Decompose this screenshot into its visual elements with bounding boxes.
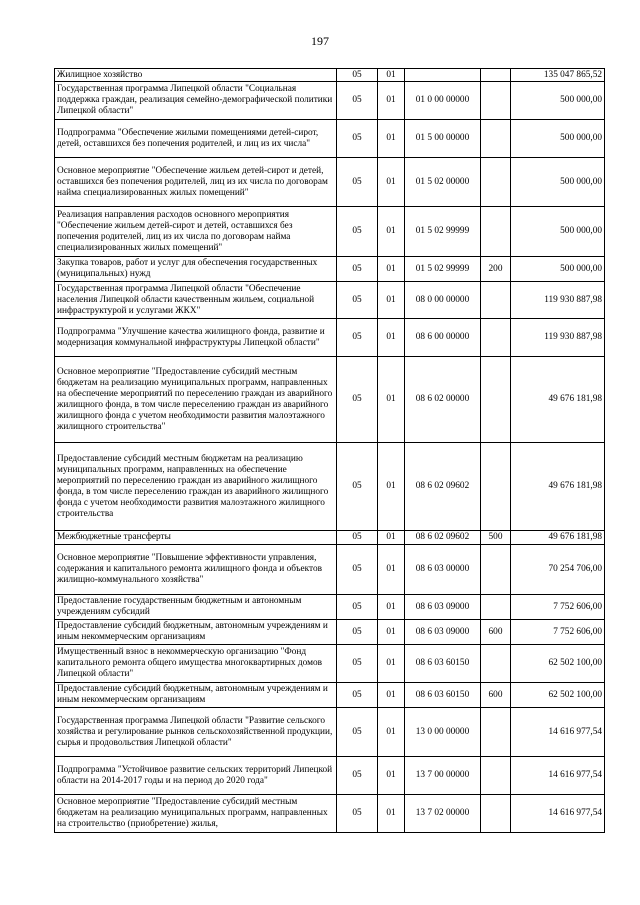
subsection-code-cell: 01 xyxy=(378,531,405,545)
target-article-cell: 01 5 02 00000 xyxy=(405,158,481,207)
target-article-cell xyxy=(405,69,481,82)
amount-cell: 62 502 100,00 xyxy=(511,645,605,683)
expense-type-cell xyxy=(481,282,511,319)
table-row xyxy=(55,158,605,207)
amount-cell: 119 930 887,98 xyxy=(511,319,605,357)
subsection-code-cell: 01 xyxy=(378,282,405,319)
section-code-cell: 05 xyxy=(337,357,378,443)
amount-cell: 500 000,00 xyxy=(511,257,605,282)
amount-cell: 500 000,00 xyxy=(511,82,605,120)
target-article-cell: 13 0 00 00000 xyxy=(405,708,481,757)
expense-type-cell xyxy=(481,795,511,833)
table-row xyxy=(55,82,605,120)
table-row xyxy=(55,645,605,683)
subsection-code-cell: 01 xyxy=(378,319,405,357)
section-code-cell: 05 xyxy=(337,531,378,545)
target-article-cell: 01 5 00 00000 xyxy=(405,120,481,158)
subsection-code-cell: 01 xyxy=(378,645,405,683)
expense-name-cell: Государственная программа Липецкой области "Развитие сельского хозяйства и регулирование рынков сельскохозяйственной продукции, сырья и продовольствия Липецкой области" xyxy=(55,708,337,757)
expense-type-cell xyxy=(481,69,511,82)
table-row xyxy=(55,357,605,443)
expense-name-cell: Межбюджетные трансферты xyxy=(55,531,337,545)
expense-type-cell xyxy=(481,319,511,357)
target-article-cell: 08 6 02 09602 xyxy=(405,531,481,545)
amount-cell: 135 047 865,52 xyxy=(511,69,605,82)
amount-cell: 14 616 977,54 xyxy=(511,757,605,795)
table-row xyxy=(55,683,605,708)
target-article-cell: 08 6 02 09602 xyxy=(405,443,481,531)
target-article-cell: 08 0 00 00000 xyxy=(405,282,481,319)
amount-cell: 7 752 606,00 xyxy=(511,620,605,645)
expense-name-cell: Предоставление государственным бюджетным и автономным учреждениям субсидий xyxy=(55,595,337,620)
subsection-code-cell: 01 xyxy=(378,357,405,443)
target-article-cell: 13 7 02 00000 xyxy=(405,795,481,833)
page-number: 197 xyxy=(311,34,329,48)
amount-cell: 70 254 706,00 xyxy=(511,545,605,595)
subsection-code-cell: 01 xyxy=(378,257,405,282)
section-code-cell: 05 xyxy=(337,82,378,120)
amount-cell: 500 000,00 xyxy=(511,120,605,158)
budget-table xyxy=(54,68,605,833)
section-code-cell: 05 xyxy=(337,757,378,795)
table-row xyxy=(55,120,605,158)
subsection-code-cell: 01 xyxy=(378,683,405,708)
expense-name-cell: Подпрограмма "Устойчивое развитие сельских территорий Липецкой области на 2014-2017 годы и на период до 2020 года" xyxy=(55,757,337,795)
expense-name-cell: Предоставление субсидий бюджетным, автономным учреждениям и иным некоммерческим организациям xyxy=(55,620,337,645)
section-code-cell: 05 xyxy=(337,595,378,620)
table-row xyxy=(55,69,605,82)
expense-type-cell xyxy=(481,82,511,120)
section-code-cell: 05 xyxy=(337,620,378,645)
target-article-cell: 08 6 00 00000 xyxy=(405,319,481,357)
expense-name-cell: Основное мероприятие "Предоставление субсидий местным бюджетам на реализацию муниципальных программ, направленных на строительство (приобретение) жилья, xyxy=(55,795,337,833)
expense-type-cell xyxy=(481,357,511,443)
subsection-code-cell: 01 xyxy=(378,207,405,257)
expense-type-cell xyxy=(481,158,511,207)
expense-name-cell: Основное мероприятие "Предоставление субсидий местным бюджетам на реализацию муниципальных программ, направленных на обеспечение мероприятий по переселению граждан из аварийного жилищного фонда, в том числе переселению граждан из аварийного жилищного фонда с учетом необходимости развития малоэтажного жилищного строительства" xyxy=(55,357,337,443)
expense-type-cell xyxy=(481,708,511,757)
subsection-code-cell: 01 xyxy=(378,120,405,158)
expense-type-cell xyxy=(481,120,511,158)
section-code-cell: 05 xyxy=(337,69,378,82)
table-row xyxy=(55,795,605,833)
expense-name-cell: Подпрограмма "Обеспечение жилыми помещениями детей-сирот, детей, оставшихся без попечения родителей, и лиц из их числа" xyxy=(55,120,337,158)
subsection-code-cell: 01 xyxy=(378,158,405,207)
table-row xyxy=(55,282,605,319)
amount-cell: 49 676 181,98 xyxy=(511,443,605,531)
expense-name-cell: Государственная программа Липецкой области "Обеспечение населения Липецкой области качественным жильем, социальной инфраструктурой и услугами ЖКХ" xyxy=(55,282,337,319)
table-row xyxy=(55,443,605,531)
section-code-cell: 05 xyxy=(337,282,378,319)
budget-table-body xyxy=(55,69,605,833)
section-code-cell: 05 xyxy=(337,645,378,683)
section-code-cell: 05 xyxy=(337,319,378,357)
table-row xyxy=(55,708,605,757)
subsection-code-cell: 01 xyxy=(378,595,405,620)
section-code-cell: 05 xyxy=(337,708,378,757)
subsection-code-cell: 01 xyxy=(378,708,405,757)
expense-type-cell xyxy=(481,645,511,683)
target-article-cell: 08 6 03 60150 xyxy=(405,645,481,683)
table-row xyxy=(55,757,605,795)
expense-type-cell xyxy=(481,443,511,531)
expense-type-cell xyxy=(481,757,511,795)
subsection-code-cell: 01 xyxy=(378,757,405,795)
section-code-cell: 05 xyxy=(337,683,378,708)
expense-name-cell: Жилищное хозяйство xyxy=(55,69,337,82)
section-code-cell: 05 xyxy=(337,257,378,282)
expense-type-cell xyxy=(481,545,511,595)
expense-name-cell: Имущественный взнос в некоммерческую организацию "Фонд капитального ремонта общего имущества многоквартирных домов Липецкой области" xyxy=(55,645,337,683)
expense-name-cell: Основное мероприятие "Повышение эффективности управления, содержания и капитального ремонта жилищного фонда и объектов жилищно-коммунального хозяйства" xyxy=(55,545,337,595)
amount-cell: 14 616 977,54 xyxy=(511,708,605,757)
table-row xyxy=(55,257,605,282)
target-article-cell: 01 5 02 99999 xyxy=(405,207,481,257)
target-article-cell: 08 6 03 09000 xyxy=(405,595,481,620)
expense-type-cell: 600 xyxy=(481,620,511,645)
amount-cell: 500 000,00 xyxy=(511,207,605,257)
table-row xyxy=(55,545,605,595)
expense-name-cell: Подпрограмма "Улучшение качества жилищного фонда, развитие и модернизация коммунальной инфраструктуры Липецкой области" xyxy=(55,319,337,357)
table-row xyxy=(55,620,605,645)
expense-type-cell xyxy=(481,595,511,620)
table-row xyxy=(55,319,605,357)
section-code-cell: 05 xyxy=(337,443,378,531)
subsection-code-cell: 01 xyxy=(378,82,405,120)
subsection-code-cell: 01 xyxy=(378,443,405,531)
target-article-cell: 01 5 02 99999 xyxy=(405,257,481,282)
section-code-cell: 05 xyxy=(337,120,378,158)
subsection-code-cell: 01 xyxy=(378,69,405,82)
amount-cell: 500 000,00 xyxy=(511,158,605,207)
table-row xyxy=(55,595,605,620)
amount-cell: 62 502 100,00 xyxy=(511,683,605,708)
amount-cell: 14 616 977,54 xyxy=(511,795,605,833)
expense-type-cell: 500 xyxy=(481,531,511,545)
expense-name-cell: Основное мероприятие "Обеспечение жильем детей-сирот и детей, оставшихся без попечения родителей, лиц из их числа по договорам найма специализированных жилых помещений" xyxy=(55,158,337,207)
expense-name-cell: Закупка товаров, работ и услуг для обеспечения государственных (муниципальных) нужд xyxy=(55,257,337,282)
section-code-cell: 05 xyxy=(337,207,378,257)
expense-name-cell: Реализация направления расходов основного мероприятия "Обеспечение жильем детей-сирот и детей, оставшихся без попечения родителей, лиц из их числа по договорам найма специализированных жилых помещений" xyxy=(55,207,337,257)
subsection-code-cell: 01 xyxy=(378,795,405,833)
target-article-cell: 01 0 00 00000 xyxy=(405,82,481,120)
target-article-cell: 08 6 03 09000 xyxy=(405,620,481,645)
section-code-cell: 05 xyxy=(337,545,378,595)
table-row xyxy=(55,207,605,257)
expense-type-cell: 600 xyxy=(481,683,511,708)
amount-cell: 7 752 606,00 xyxy=(511,595,605,620)
target-article-cell: 08 6 03 00000 xyxy=(405,545,481,595)
expense-type-cell: 200 xyxy=(481,257,511,282)
amount-cell: 119 930 887,98 xyxy=(511,282,605,319)
expense-type-cell xyxy=(481,207,511,257)
subsection-code-cell: 01 xyxy=(378,620,405,645)
section-code-cell: 05 xyxy=(337,158,378,207)
amount-cell: 49 676 181,98 xyxy=(511,531,605,545)
target-article-cell: 08 6 03 60150 xyxy=(405,683,481,708)
target-article-cell: 13 7 00 00000 xyxy=(405,757,481,795)
expense-name-cell: Предоставление субсидий местным бюджетам на реализацию муниципальных программ, направленных на обеспечение мероприятий по переселению граждан из аварийного жилищного фонда, в том числе переселению граждан из аварийного жилищного фонда с учетом необходимости развития малоэтажного жилищного строительства xyxy=(55,443,337,531)
section-code-cell: 05 xyxy=(337,795,378,833)
expense-name-cell: Государственная программа Липецкой области "Социальная поддержка граждан, реализация семейно-демографической политики Липецкой области" xyxy=(55,82,337,120)
table-row xyxy=(55,531,605,545)
target-article-cell: 08 6 02 00000 xyxy=(405,357,481,443)
expense-name-cell: Предоставление субсидий бюджетным, автономным учреждениям и иным некоммерческим организациям xyxy=(55,683,337,708)
amount-cell: 49 676 181,98 xyxy=(511,357,605,443)
subsection-code-cell: 01 xyxy=(378,545,405,595)
